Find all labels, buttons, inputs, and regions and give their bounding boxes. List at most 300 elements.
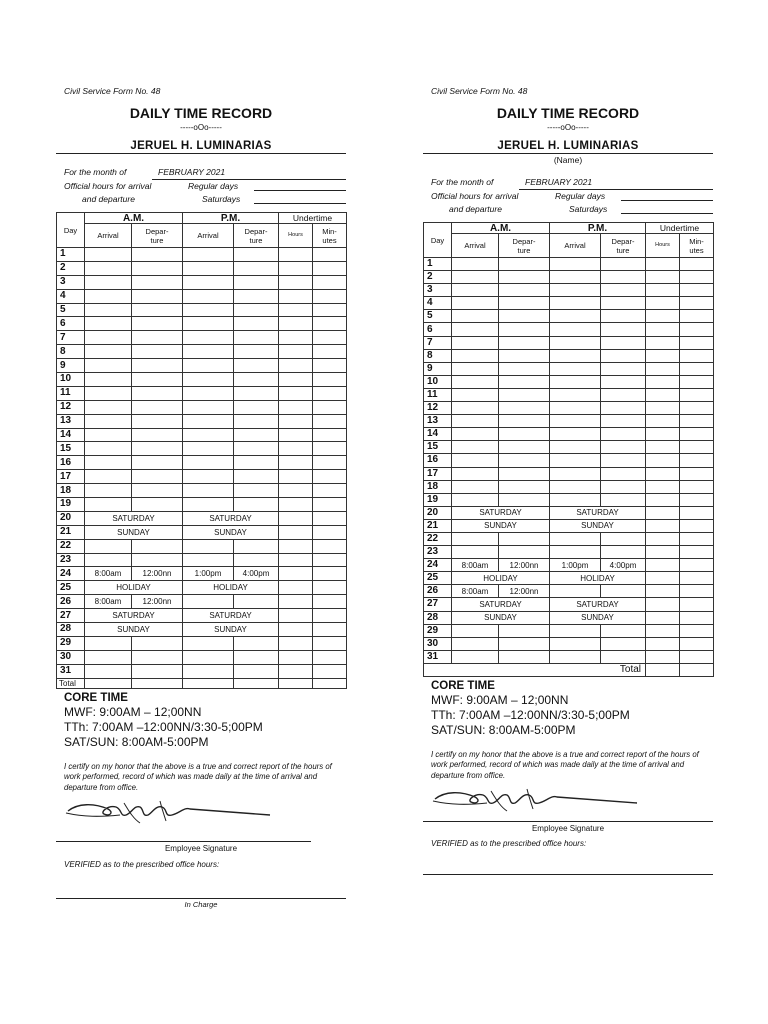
pm-departure-cell <box>601 428 646 441</box>
day-number: 1 <box>57 248 85 262</box>
am-arrival-cell <box>85 442 132 456</box>
am-arrival-cell <box>452 402 499 415</box>
undertime-hours-cell <box>279 400 313 414</box>
day-number: 10 <box>424 375 452 388</box>
table-row <box>57 373 347 387</box>
day-number: 23 <box>57 553 85 567</box>
undertime-hours-header: Hours <box>279 224 313 248</box>
day-number: 26 <box>57 595 85 609</box>
total-row <box>424 663 714 676</box>
form-number: Civil Service Form No. 48 <box>64 86 161 96</box>
day-number: 15 <box>57 442 85 456</box>
core-time-line: MWF: 9:00AM – 12;00NN <box>431 692 569 707</box>
undertime-hours-cell <box>279 650 313 664</box>
pm-arrival-cell <box>550 415 601 428</box>
pm-departure-cell <box>234 553 279 567</box>
dtr-form-right <box>423 84 713 876</box>
pm-arrival-cell <box>183 303 234 317</box>
undertime-minutes-cell <box>680 493 714 506</box>
day-header: Day <box>57 213 85 248</box>
core-time <box>431 679 713 738</box>
am-arrival-cell <box>85 428 132 442</box>
undertime-minutes-cell <box>680 323 714 336</box>
day-number: 18 <box>57 484 85 498</box>
undertime-hours-cell <box>279 248 313 262</box>
pm-departure-cell <box>601 454 646 467</box>
undertime-hours-cell <box>279 456 313 470</box>
total-label: Total <box>57 678 85 688</box>
am-departure-cell <box>499 375 550 388</box>
table-row <box>424 441 714 454</box>
pm-arrival-cell <box>183 289 234 303</box>
undertime-minutes-cell <box>313 623 347 637</box>
pm-note: SATURDAY <box>550 598 646 611</box>
undertime-minutes-cell <box>313 400 347 414</box>
day-number: 30 <box>57 650 85 664</box>
undertime-hours-cell <box>279 331 313 345</box>
am-departure-cell: 12:00nn <box>132 595 183 609</box>
day-number: 20 <box>424 506 452 519</box>
undertime-minutes-cell <box>680 428 714 441</box>
pm-arrival-cell <box>183 261 234 275</box>
undertime-hours-cell <box>646 336 680 349</box>
day-number: 29 <box>57 636 85 650</box>
day-number: 31 <box>424 650 452 663</box>
am-departure-cell <box>499 428 550 441</box>
day-number: 25 <box>424 572 452 585</box>
pm-arrival-cell <box>183 553 234 567</box>
undertime-minutes-header: Min- utes <box>680 234 714 258</box>
table-row <box>57 400 347 414</box>
table-row <box>424 611 714 624</box>
day-number: 7 <box>424 336 452 349</box>
undertime-hours-cell <box>646 310 680 323</box>
pm-arrival-cell <box>550 323 601 336</box>
am-note: SUNDAY <box>452 519 550 532</box>
undertime-minutes-cell <box>313 553 347 567</box>
pm-arrival-cell <box>183 345 234 359</box>
am-arrival-cell: 8:00am <box>85 595 132 609</box>
pm-departure-cell <box>234 650 279 664</box>
undertime-minutes-cell <box>680 375 714 388</box>
am-note: SUNDAY <box>452 611 550 624</box>
pm-arrival-cell <box>183 428 234 442</box>
undertime-hours-cell <box>279 636 313 650</box>
table-row <box>57 581 347 595</box>
undertime-minutes-cell <box>313 248 347 262</box>
month-value: FEBRUARY 2021 <box>519 176 713 190</box>
undertime-minutes-cell <box>680 519 714 532</box>
pm-departure-cell <box>234 289 279 303</box>
undertime-minutes-cell <box>680 271 714 284</box>
handwritten-signature <box>431 781 641 815</box>
day-number: 3 <box>424 284 452 297</box>
pm-departure-cell <box>601 323 646 336</box>
am-arrival-cell: 8:00am <box>85 567 132 581</box>
undertime-minutes-header: Min- utes <box>313 224 347 248</box>
am-departure-cell <box>132 289 183 303</box>
am-departure-cell <box>499 480 550 493</box>
undertime-minutes-cell <box>313 650 347 664</box>
day-number: 31 <box>57 664 85 678</box>
day-number: 18 <box>424 480 452 493</box>
pm-arrival-cell <box>183 400 234 414</box>
table-row <box>57 470 347 484</box>
table-row <box>57 636 347 650</box>
undertime-minutes-cell <box>313 636 347 650</box>
undertime-hours-cell <box>646 546 680 559</box>
am-departure-cell <box>132 664 183 678</box>
table-row <box>424 402 714 415</box>
undertime-hours-cell <box>279 373 313 387</box>
pm-departure-cell <box>601 493 646 506</box>
undertime-minutes-cell <box>680 402 714 415</box>
undertime-hours-cell <box>646 637 680 650</box>
day-number: 4 <box>424 297 452 310</box>
undertime-minutes-cell <box>313 345 347 359</box>
regular-days-field <box>254 190 346 191</box>
pm-arrival-cell <box>183 317 234 331</box>
pm-departure-cell <box>601 415 646 428</box>
pm-departure-cell <box>601 585 646 598</box>
table-row <box>57 623 347 637</box>
pm-arrival-cell <box>550 546 601 559</box>
undertime-hours-cell <box>646 585 680 598</box>
pm-arrival-cell <box>550 402 601 415</box>
time-record-table <box>56 212 347 689</box>
table-row <box>424 637 714 650</box>
in-charge-line <box>56 898 346 899</box>
day-number: 3 <box>57 275 85 289</box>
signature-area <box>431 781 713 815</box>
day-number: 21 <box>57 525 85 539</box>
table-row <box>57 303 347 317</box>
day-number: 8 <box>57 345 85 359</box>
am-departure-cell <box>132 428 183 442</box>
pm-departure-cell <box>234 456 279 470</box>
day-number: 24 <box>57 567 85 581</box>
am-departure-cell <box>132 636 183 650</box>
am-arrival-cell <box>452 258 499 271</box>
pm-arrival-cell <box>550 650 601 663</box>
am-departure-cell <box>132 345 183 359</box>
pm-note: HOLIDAY <box>550 572 646 585</box>
table-row <box>57 511 347 525</box>
undertime-hours-cell <box>646 519 680 532</box>
pm-departure-cell <box>234 595 279 609</box>
day-number: 5 <box>57 303 85 317</box>
am-arrival-cell <box>452 637 499 650</box>
pm-arrival-cell <box>550 362 601 375</box>
am-arrival-cell <box>452 467 499 480</box>
undertime-hours-cell <box>646 650 680 663</box>
undertime-hours-header: Hours <box>646 234 680 258</box>
am-arrival-cell <box>452 454 499 467</box>
pm-arrival-cell <box>183 470 234 484</box>
am-arrival-cell <box>85 373 132 387</box>
undertime-hours-cell <box>646 532 680 545</box>
pm-arrival-cell <box>550 310 601 323</box>
month-value: FEBRUARY 2021 <box>152 166 346 180</box>
table-row <box>424 271 714 284</box>
pm-arrival-cell <box>183 373 234 387</box>
regular-days-field <box>621 200 713 201</box>
day-number: 11 <box>424 388 452 401</box>
table-row <box>57 609 347 623</box>
undertime-hours-cell <box>279 359 313 373</box>
am-departure-cell <box>132 539 183 553</box>
day-number: 30 <box>424 637 452 650</box>
pm-arrival-cell <box>550 441 601 454</box>
pm-arrival-cell <box>550 297 601 310</box>
day-number: 27 <box>57 609 85 623</box>
verified-label: VERIFIED as to the prescribed office hours: <box>431 839 587 849</box>
undertime-hours-cell <box>646 624 680 637</box>
pm-arrival-cell: 1:00pm <box>183 567 234 581</box>
pm-note: SUNDAY <box>183 525 279 539</box>
undertime-hours-cell <box>279 442 313 456</box>
pm-arrival-cell <box>550 428 601 441</box>
pm-arrival-cell: 1:00pm <box>550 559 601 572</box>
am-arrival-cell <box>85 539 132 553</box>
table-row <box>424 297 714 310</box>
am-arrival-cell <box>452 624 499 637</box>
table-row <box>57 567 347 581</box>
pm-departure-cell <box>234 414 279 428</box>
am-arrival-cell <box>85 248 132 262</box>
undertime-hours-cell <box>279 664 313 678</box>
official-hours-label: Official hours for arrival <box>64 181 152 191</box>
month-row <box>64 166 346 179</box>
undertime-hours-cell <box>646 297 680 310</box>
saturdays-label: Saturdays <box>202 194 241 204</box>
pm-header: P.M. <box>550 223 646 234</box>
day-number: 13 <box>424 415 452 428</box>
undertime-hours-cell <box>279 525 313 539</box>
pm-note: SUNDAY <box>183 623 279 637</box>
day-number: 2 <box>57 261 85 275</box>
undertime-minutes-cell <box>680 388 714 401</box>
pm-arrival-cell <box>550 624 601 637</box>
am-arrival-cell <box>85 498 132 512</box>
pm-departure-cell <box>601 310 646 323</box>
undertime-minutes-cell <box>680 559 714 572</box>
pm-departure-cell <box>601 467 646 480</box>
pm-departure-cell <box>601 532 646 545</box>
table-row <box>424 349 714 362</box>
undertime-hours-cell <box>646 506 680 519</box>
pm-arrival-header: Arrival <box>550 234 601 258</box>
pm-departure-cell <box>601 388 646 401</box>
undertime-minutes-cell <box>313 386 347 400</box>
core-time-line: MWF: 9:00AM – 12;00NN <box>64 704 202 719</box>
table-row <box>424 572 714 585</box>
table-row <box>424 467 714 480</box>
day-number: 2 <box>424 271 452 284</box>
pm-departure-cell <box>601 258 646 271</box>
am-departure-cell <box>132 317 183 331</box>
am-arrival-cell <box>452 493 499 506</box>
am-arrival-cell <box>452 336 499 349</box>
pm-departure-cell: 4:00pm <box>601 559 646 572</box>
table-row <box>424 362 714 375</box>
form-title: DAILY TIME RECORD <box>496 105 640 121</box>
day-number: 26 <box>424 585 452 598</box>
pm-departure-cell <box>234 359 279 373</box>
table-row <box>424 559 714 572</box>
am-departure-cell <box>499 467 550 480</box>
undertime-hours-cell <box>279 484 313 498</box>
am-note: HOLIDAY <box>85 581 183 595</box>
am-arrival-cell <box>452 375 499 388</box>
am-arrival-cell <box>452 428 499 441</box>
pm-departure-cell <box>601 624 646 637</box>
am-arrival-cell <box>85 650 132 664</box>
am-departure-cell <box>499 532 550 545</box>
pm-arrival-cell <box>550 388 601 401</box>
undertime-hours-cell <box>279 261 313 275</box>
am-departure-cell <box>499 415 550 428</box>
undertime-hours-cell <box>646 572 680 585</box>
am-departure-cell <box>132 470 183 484</box>
am-arrival-cell <box>85 664 132 678</box>
table-row <box>57 442 347 456</box>
time-record-table <box>423 222 714 677</box>
undertime-minutes-cell <box>313 373 347 387</box>
am-arrival-header: Arrival <box>452 234 499 258</box>
table-row <box>57 275 347 289</box>
am-departure-header: Depar- ture <box>499 234 550 258</box>
pm-arrival-cell <box>550 271 601 284</box>
table-row <box>424 650 714 663</box>
core-time-line: TTh: 7:00AM –12:00NN/3:30-5;00PM <box>431 707 630 722</box>
day-number: 24 <box>424 559 452 572</box>
pm-arrival-cell <box>183 664 234 678</box>
table-row <box>57 456 347 470</box>
pm-departure-cell <box>234 400 279 414</box>
pm-arrival-cell <box>550 454 601 467</box>
am-departure-cell <box>499 336 550 349</box>
undertime-header: Undertime <box>279 213 347 224</box>
pm-note: SATURDAY <box>183 511 279 525</box>
undertime-minutes-cell <box>680 532 714 545</box>
month-label: For the month of <box>431 177 494 187</box>
undertime-hours-cell <box>646 271 680 284</box>
pm-departure-cell <box>601 349 646 362</box>
am-arrival-cell <box>85 303 132 317</box>
undertime-hours-cell <box>646 441 680 454</box>
undertime-minutes-cell <box>680 441 714 454</box>
undertime-hours-cell <box>279 317 313 331</box>
title-separator: -----oOo----- <box>180 123 222 132</box>
day-number: 12 <box>57 400 85 414</box>
am-departure-cell <box>499 349 550 362</box>
am-departure-cell <box>499 493 550 506</box>
am-departure-cell <box>132 498 183 512</box>
day-number: 4 <box>57 289 85 303</box>
table-row <box>57 498 347 512</box>
pm-departure-header: Depar- ture <box>601 234 646 258</box>
undertime-minutes-cell <box>680 480 714 493</box>
undertime-minutes-cell <box>313 359 347 373</box>
day-number: 19 <box>424 493 452 506</box>
day-number: 28 <box>57 623 85 637</box>
am-departure-cell <box>499 441 550 454</box>
am-departure-cell <box>132 331 183 345</box>
pm-departure-cell <box>234 303 279 317</box>
day-number: 14 <box>57 428 85 442</box>
pm-departure-cell <box>601 546 646 559</box>
am-departure-cell <box>499 637 550 650</box>
undertime-hours-cell <box>279 539 313 553</box>
am-arrival-cell <box>85 414 132 428</box>
am-departure-cell <box>499 284 550 297</box>
am-departure-cell <box>499 454 550 467</box>
am-arrival-cell <box>452 388 499 401</box>
undertime-hours-cell <box>646 323 680 336</box>
am-departure-cell: 12:00nn <box>499 585 550 598</box>
form-number: Civil Service Form No. 48 <box>431 86 528 96</box>
regular-days-label: Regular days <box>555 191 606 201</box>
certification-text: I certify on my honor that the above is a true and correct report of the hours of work performed, record of which was made daily at the time of arrival and departure from office. <box>64 761 332 792</box>
am-departure-cell <box>132 303 183 317</box>
core-time <box>64 691 346 750</box>
table-row <box>57 539 347 553</box>
saturdays-field <box>254 203 346 204</box>
table-row <box>57 553 347 567</box>
pm-arrival-cell <box>183 248 234 262</box>
undertime-minutes-cell <box>313 442 347 456</box>
day-number: 22 <box>424 532 452 545</box>
day-number: 12 <box>424 402 452 415</box>
pm-arrival-cell <box>550 637 601 650</box>
pm-departure-cell <box>234 484 279 498</box>
undertime-hours-cell <box>646 493 680 506</box>
pm-arrival-cell <box>183 636 234 650</box>
pm-arrival-cell <box>550 258 601 271</box>
form-title: DAILY TIME RECORD <box>129 105 273 121</box>
day-number: 15 <box>424 441 452 454</box>
undertime-hours-cell <box>279 498 313 512</box>
table-row <box>57 289 347 303</box>
official-hours <box>64 181 346 207</box>
pm-departure-cell <box>234 275 279 289</box>
table-row <box>424 532 714 545</box>
table-row <box>424 585 714 598</box>
table-row <box>424 428 714 441</box>
pm-departure-cell <box>234 373 279 387</box>
pm-arrival-cell <box>550 585 601 598</box>
table-row <box>424 480 714 493</box>
table-row <box>57 650 347 664</box>
undertime-hours-cell <box>279 609 313 623</box>
am-departure-cell <box>132 359 183 373</box>
undertime-hours-cell <box>279 567 313 581</box>
pm-departure-cell <box>601 441 646 454</box>
am-arrival-cell <box>452 310 499 323</box>
am-note: SATURDAY <box>85 511 183 525</box>
in-charge-line <box>423 874 713 875</box>
am-arrival-cell <box>85 636 132 650</box>
am-arrival-cell <box>85 345 132 359</box>
undertime-hours-cell <box>279 345 313 359</box>
am-note: HOLIDAY <box>452 572 550 585</box>
day-number: 9 <box>57 359 85 373</box>
am-arrival-cell <box>452 441 499 454</box>
table-row <box>57 331 347 345</box>
pm-note: SUNDAY <box>550 611 646 624</box>
am-arrival-cell <box>85 261 132 275</box>
